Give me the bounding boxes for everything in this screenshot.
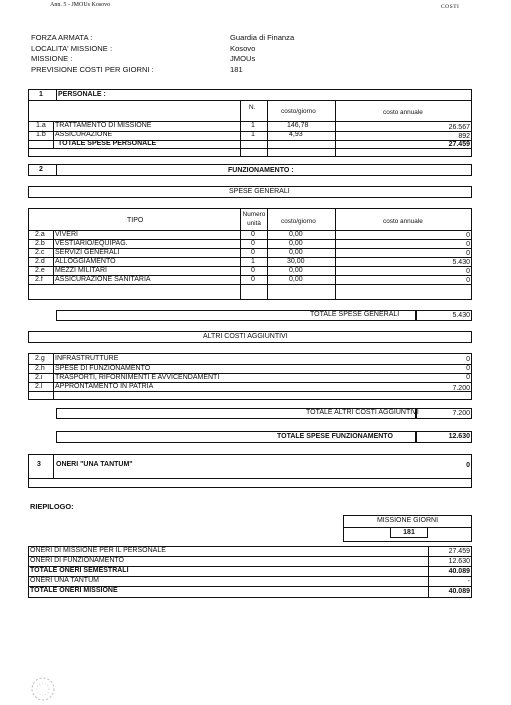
personale-number: 1	[39, 91, 43, 98]
row-costo-annuale: 0	[466, 277, 470, 284]
row-code: 2.f	[35, 276, 43, 283]
row-costo-giorno: 0,00	[289, 231, 303, 238]
row-costo-giorno: 0,00	[289, 276, 303, 283]
una-tantum-number: 3	[37, 461, 41, 468]
info-value-localita: Kosovo	[230, 43, 256, 53]
divider	[28, 230, 472, 231]
row-costo-annuale: 5.430	[452, 259, 470, 266]
una-tantum-value: 0	[466, 462, 470, 469]
row-label: ONERI DI MISSIONE PER IL PERSONALE	[30, 547, 166, 554]
row-costo-annuale: 0	[466, 374, 470, 381]
row-code: 2.i	[35, 374, 43, 381]
row-value: 40.089	[448, 568, 470, 575]
row-label: MEZZI MILITARI	[55, 267, 107, 274]
row-label: VIVERI	[55, 231, 78, 238]
riepilogo-giorni: 181	[403, 529, 415, 536]
row-n: 0	[251, 249, 255, 256]
row-label: ONERI UNA TANTUM	[30, 577, 99, 584]
col-tipo: TIPO	[127, 217, 144, 224]
divider	[53, 230, 54, 284]
row-costo-annuale: 892	[458, 133, 470, 140]
col-costo-giorno: costo/giorno	[281, 218, 316, 225]
row-label: TOTALE ONERI MISSIONE	[30, 587, 118, 594]
row-n: 1	[251, 258, 255, 265]
una-tantum-section	[28, 454, 472, 488]
row-n: 0	[251, 276, 255, 283]
divider	[28, 100, 472, 101]
row-label: ALLOGGIAMENTO	[55, 258, 116, 265]
row-label: INFRASTRUTTURE	[55, 355, 119, 362]
info-labels	[31, 33, 154, 75]
divider	[335, 208, 336, 300]
info-label-missione: MISSIONE :	[31, 54, 73, 63]
row-code: 1.b	[36, 131, 46, 138]
personale-col-costo-giorno: costo/giorno	[281, 108, 316, 115]
spese-generali-title: SPESE GENERALI	[229, 188, 290, 195]
totale-spese-generali-label: TOTALE SPESE GENERALI	[310, 311, 400, 318]
row-label: VESTIARIO/EQUIPAG.	[55, 240, 128, 247]
row-code: 2.b	[35, 240, 45, 247]
row-costo-giorno: 0,00	[289, 267, 303, 274]
divider	[28, 478, 472, 479]
row-costo-giorno: 146,78	[287, 122, 309, 129]
info-label-forza: FORZA ARMATA :	[31, 33, 93, 42]
row-code: 1.a	[36, 122, 46, 129]
funzionamento-title: FUNZIONAMENTO :	[228, 167, 294, 174]
info-value-forza: Guardia di Finanza	[230, 33, 295, 42]
row-label: TOTALE ONERI SEMESTRALI	[30, 567, 129, 574]
row-value: 40.089	[448, 588, 470, 595]
stamp-icon	[30, 676, 56, 702]
row-value: 12.630	[448, 558, 470, 565]
divider	[56, 164, 57, 176]
row-costo-annuale: 0	[466, 356, 470, 363]
divider	[56, 89, 57, 101]
row-code: 2.g	[35, 355, 45, 362]
personale-col-n: N.	[249, 104, 256, 111]
row-n: 1	[251, 122, 255, 129]
personale-total-value: 27.459	[448, 141, 470, 148]
row-costo-annuale: 0	[466, 250, 470, 257]
row-costo-annuale: 0	[466, 268, 470, 275]
header-right: COSTI	[441, 4, 460, 10]
row-costo-giorno: 30,00	[287, 258, 305, 265]
info-label-localita: LOCALITA' MISSIONE :	[31, 43, 113, 53]
row-code: 2.l	[35, 383, 43, 390]
row-costo-annuale: 0	[466, 232, 470, 239]
row-label: APPRONTAMENTO IN PATRIA	[55, 383, 154, 390]
row-code: 2.a	[35, 231, 45, 238]
totale-altri-value: 7.200	[452, 410, 470, 417]
row-costo-annuale: 0	[466, 365, 470, 372]
row-value: -	[467, 578, 470, 585]
row-label: ONERI DI FUNZIONAMENTO	[30, 557, 124, 564]
altri-costi-title: ALTRI COSTI AGGIUNTIVI	[203, 333, 288, 340]
una-tantum-label: ONERI "UNA TANTUM"	[56, 461, 133, 468]
header-left: Ann. 5 - JMOUs Kosovo	[50, 2, 111, 8]
funzionamento-number: 2	[39, 166, 43, 173]
info-label-giorni: PREVISIONE COSTI PER GIORNI :	[31, 64, 154, 74]
totale-funzionamento-value: 12.630	[448, 433, 470, 440]
row-costo-giorno: 0,00	[289, 249, 303, 256]
divider	[28, 284, 472, 285]
row-label: TRATTAMENTO DI MISSIONE	[55, 122, 152, 129]
divider	[28, 148, 472, 149]
personale-title: PERSONALE :	[58, 91, 106, 98]
row-label: ASSICURAZIONE SANITARIA	[55, 276, 151, 283]
col-numero-unita: Numero unità	[242, 211, 266, 227]
row-label: ASSICURAZIONE	[55, 131, 113, 138]
row-label: SERVIZI GENERALI	[55, 249, 120, 256]
row-costo-annuale: 26.567	[448, 124, 470, 131]
totale-spese-generali-value: 5.430	[452, 312, 470, 319]
personale-total-label: TOTALE SPESE PERSONALE	[58, 140, 157, 147]
personale-col-costo-annuale: costo annuale	[383, 109, 423, 116]
totale-altri-label: TOTALE ALTRI COSTI AGGIUNTIVI	[306, 409, 419, 416]
row-costo-annuale: 0	[466, 241, 470, 248]
row-costo-giorno: 0,00	[289, 240, 303, 247]
row-n: 0	[251, 240, 255, 247]
row-label: TRASPORTI, RIFORNIMENTI E AVVICENDAMENTI	[55, 374, 220, 381]
row-n: 0	[251, 231, 255, 238]
row-label: SPESE DI FUNZIONAMENTO	[55, 365, 151, 372]
row-costo-annuale: 7.200	[452, 385, 470, 392]
row-code: 2.h	[35, 365, 45, 372]
info-value-giorni: 181	[230, 64, 243, 74]
row-code: 2.c	[35, 249, 45, 256]
totale-funzionamento-label: TOTALE SPESE FUNZIONAMENTO	[277, 433, 393, 440]
riepilogo-title: RIEPILOGO:	[30, 502, 74, 511]
divider	[53, 454, 54, 478]
row-n: 0	[251, 267, 255, 274]
row-costo-giorno: 4,93	[289, 131, 303, 138]
row-code: 2.e	[35, 267, 45, 274]
row-value: 27.459	[448, 548, 470, 555]
row-n: 1	[251, 131, 255, 138]
info-value-missione: JMOUs	[230, 54, 256, 63]
info-values	[230, 33, 294, 75]
col-costo-annuale: costo annuale	[383, 218, 423, 225]
divider	[53, 353, 54, 400]
row-code: 2.d	[35, 258, 45, 265]
divider	[53, 121, 54, 148]
riepilogo-col-title: MISSIONE GIORNI	[376, 517, 439, 524]
